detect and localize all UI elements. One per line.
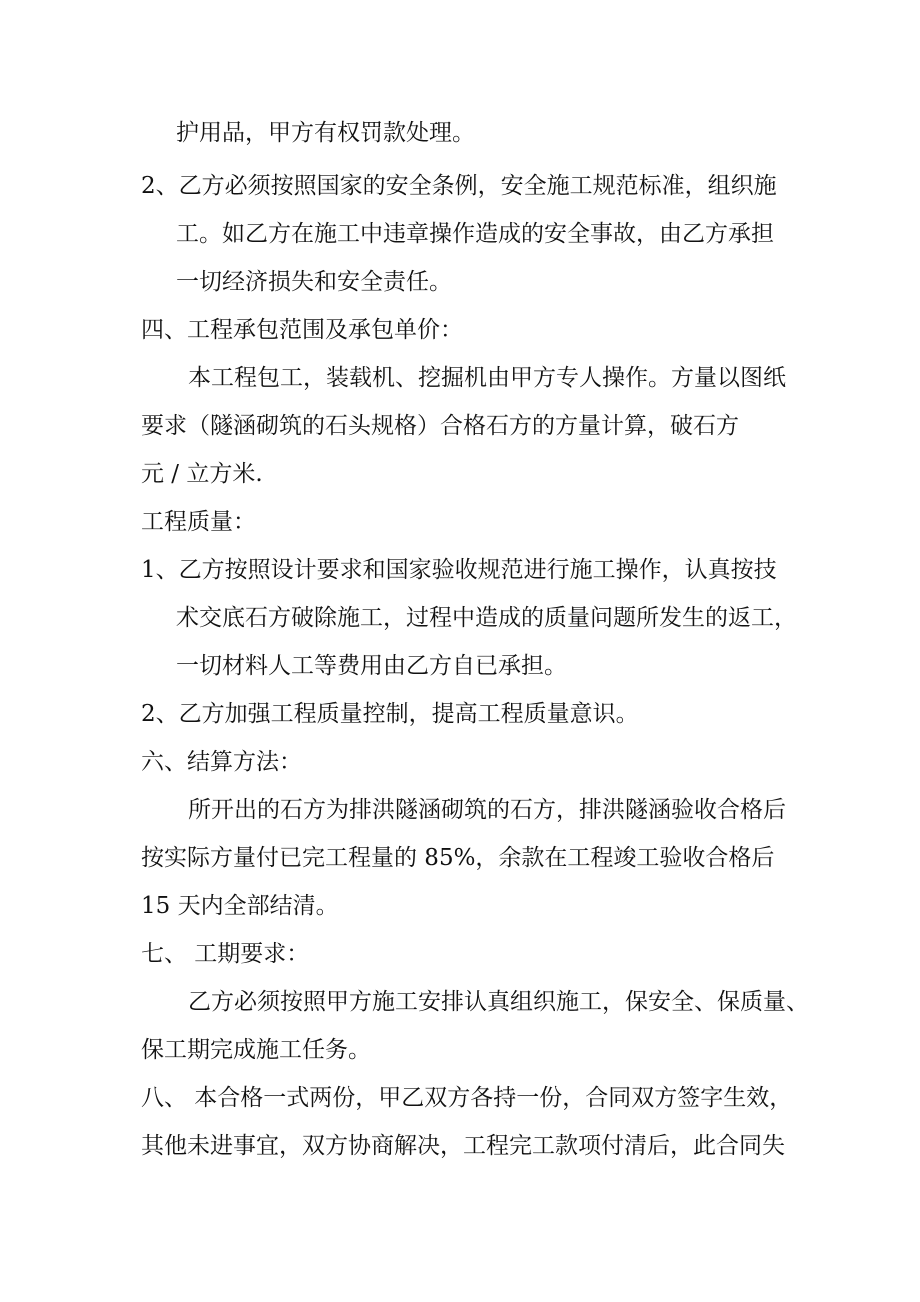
text-line: 一切材料人工等费用由乙方自已承担。	[176, 653, 567, 679]
text-line: 要求（隧涵砌筑的石头规格）合格石方的方量计算，破石方	[141, 413, 739, 439]
text-line: 15 天内全部结清。	[141, 893, 339, 919]
text-line: 2、乙方加强工程质量控制，提高工程质量意识。	[141, 701, 639, 727]
text-line: 护用品，甲方有权罚款处理。	[176, 120, 475, 146]
section-heading: 六、结算方法：	[141, 749, 302, 775]
text-line: 乙方必须按照甲方施工安排认真组织施工，保安全、保质量、	[188, 989, 809, 1015]
text-line: 按实际方量付已完工程量的 85%，余款在工程竣工验收合格后	[141, 845, 775, 871]
text-line: 所开出的石方为排洪隧涵砌筑的石方，排洪隧涵验收合格后	[188, 797, 786, 823]
section-heading: 七、 工期要求：	[141, 941, 310, 967]
text-line: 本工程包工，装载机、挖掘机由甲方专人操作。方量以图纸	[188, 365, 786, 391]
section-heading: 四、工程承包范围及承包单价：	[141, 317, 463, 343]
text-line: 保工期完成施工任务。	[141, 1037, 371, 1063]
text-line: 其他未进事宜，双方协商解决，工程完工款项付清后，此合同失	[141, 1133, 785, 1159]
text-line: 2、乙方必须按照国家的安全条例，安全施工规范标准，组织施	[141, 173, 777, 199]
text-line: 八、 本合格一式两份，甲乙双方各持一份，合同双方签字生效，	[141, 1085, 793, 1111]
text-line: 元 / 立方米.	[141, 461, 263, 487]
text-line: 1、乙方按照设计要求和国家验收规范进行施工操作，认真按技	[141, 557, 777, 583]
text-line: 一切经济损失和安全责任。	[176, 269, 452, 295]
text-line: 工。如乙方在施工中违章操作造成的安全事故，由乙方承担	[176, 221, 774, 247]
text-line: 术交底石方破除施工，过程中造成的质量问题所发生的返工，	[176, 605, 797, 631]
section-heading: 工程质量：	[141, 509, 256, 535]
